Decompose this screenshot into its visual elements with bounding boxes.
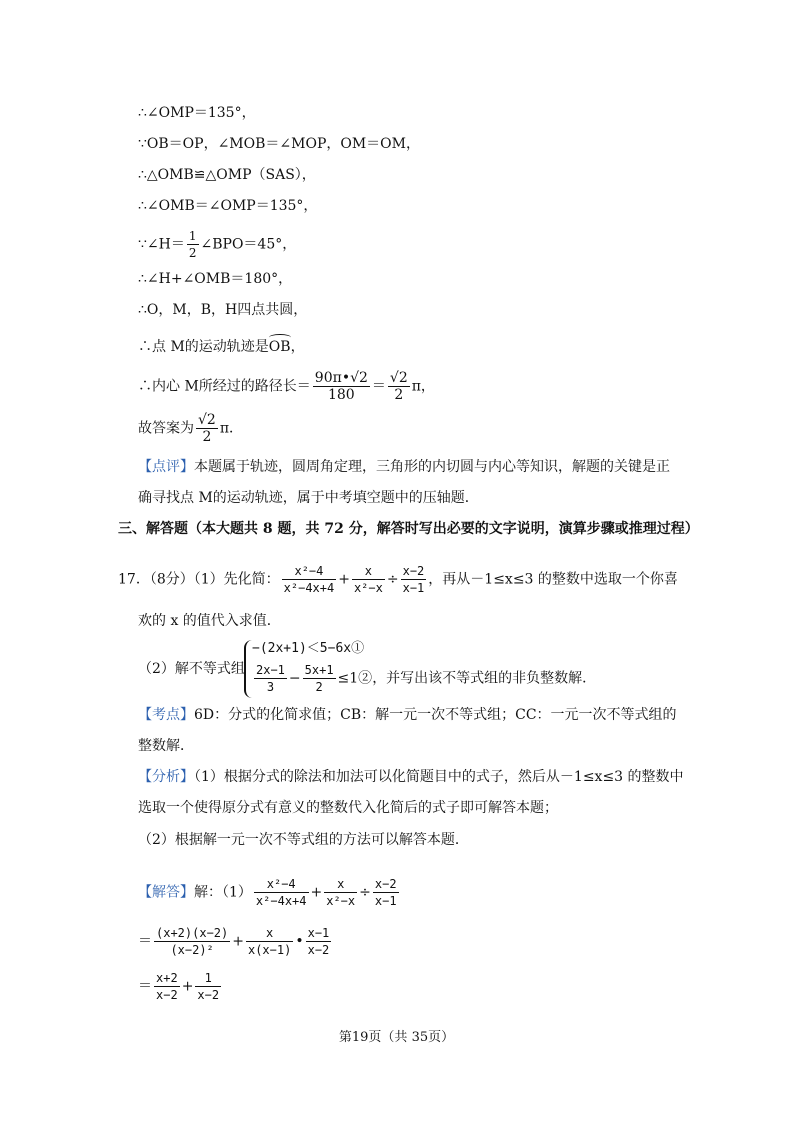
kaodian-text-1: 6D：分式的化简求值；CB：解一元一次不等式组；CC：一元一次不等式组的 [194, 707, 677, 723]
answer-prefix: 故答案为 [138, 420, 194, 437]
kaodian-line-2: 整数解． [138, 738, 194, 754]
step-line-7: ∴O，M，B，H四点共圆， [138, 302, 308, 318]
step1-dot: • [295, 933, 304, 950]
step-line-9-prefix: ∴内心 M所经过的路径长＝ [138, 378, 311, 395]
fenxi-line-2: 选取一个使得原分式有意义的整数代入化简后的式子即可解答本题； [138, 800, 558, 816]
comment-text-1: 本题属于轨迹，圆周角定理，三角形的内切圆与内心等知识，解题的关键是正 [194, 459, 670, 475]
step2-f2-denominator: x−2 [197, 988, 220, 1002]
q17-f1-denominator: x²−4x+4 [283, 581, 335, 595]
arc-ob: OB [268, 339, 291, 355]
comment-line-1 [138, 458, 670, 476]
step1-f2-numerator: x [246, 925, 293, 942]
jieda-f2-denominator: x²−x [326, 894, 356, 908]
q17-f2-denominator: x²−x [353, 581, 383, 595]
jieda-f3-denominator: x−1 [374, 894, 397, 908]
q17-op-2: ÷ [386, 571, 399, 588]
jieda-tag: 【解答】 [138, 884, 194, 901]
step-line-5-suffix: ∠BPO＝45°， [200, 236, 297, 253]
jieda-start: 解：（1） [194, 884, 252, 901]
q17-op-1: + [338, 571, 350, 588]
jieda-f1-denominator: x²−4x+4 [255, 894, 307, 908]
root2-denominator: 2 [394, 387, 404, 403]
step1-f3-denominator: x−2 [307, 943, 330, 957]
step1-f3-numerator: x−1 [307, 926, 330, 940]
jieda-op-2: ÷ [359, 884, 371, 901]
step-line-8 [138, 338, 305, 356]
inequality-1: −(2x+1)＜5−6x① [252, 641, 365, 656]
q17-f3-numerator: x−2 [402, 564, 425, 578]
q17-f3-denominator: x−1 [402, 581, 425, 595]
jieda-step-1 [138, 925, 333, 958]
ineq2-minus: − [288, 670, 301, 687]
path-denominator: 180 [327, 387, 355, 403]
step1-op: + [232, 933, 244, 950]
half-numerator: 1 [188, 229, 197, 243]
jieda-f1-numerator: x²−4 [254, 876, 309, 893]
q17-fraction-3 [401, 563, 427, 596]
q17-number: 17．（8分）（1）先化简： [118, 571, 280, 588]
step1-f1-denominator: (x−2)² [170, 943, 214, 957]
answer-numerator: √2 [198, 412, 216, 428]
step1-f2-denominator: x(x−1) [247, 943, 292, 957]
q17-part2-tail: ，并写出该不等式组的非负整数解． [372, 670, 597, 687]
step-line-8-suffix: ， [290, 339, 305, 355]
step1-f1-numerator: (x+2)(x−2) [156, 926, 229, 940]
fenxi-line-3: （2）根据解一元一次不等式组的方法可以解答本题． [138, 832, 469, 848]
step2-fraction-1 [154, 970, 180, 1003]
q17-fraction-2 [352, 563, 385, 596]
step-line-8-prefix: ∴点 M的运动轨迹是 [138, 339, 269, 355]
q17-f1-numerator: x²−4 [282, 563, 337, 580]
q17-tail: ，再从－1≤x≤3 的整数中选取一个你喜 [428, 571, 678, 588]
step-line-4: ∴∠OMB＝∠OMP＝135°， [138, 198, 318, 214]
step-line-9-suffix: π， [411, 378, 435, 395]
jieda-step-1-eq: ＝ [138, 933, 152, 950]
step1-fraction-2 [246, 925, 293, 958]
path-length-fraction [313, 370, 370, 403]
ineq2-fraction-1 [254, 662, 287, 695]
page-footer: 第19页（共 35页） [338, 1030, 455, 1045]
ineq2-tail: ≤1② [337, 670, 373, 687]
inequality-2 [252, 662, 596, 695]
step2-fraction-2 [195, 970, 221, 1003]
jieda-f2-numerator: x [324, 876, 357, 893]
comment-tag: 【点评】 [138, 459, 194, 475]
jieda-step-2 [138, 970, 223, 1003]
root2-numerator: √2 [389, 370, 408, 386]
step-line-1: ∴∠OMP＝135°， [138, 105, 256, 121]
half-denominator: 2 [188, 246, 197, 260]
fenxi-tag: 【分析】 [138, 769, 194, 785]
step2-f1-denominator: x−2 [156, 988, 178, 1002]
ineq2-f2-denominator: 2 [315, 680, 323, 694]
step-line-9-equals: ＝ [371, 378, 386, 395]
half-fraction [187, 228, 199, 261]
step-line-5-prefix: ∵∠H＝ [138, 236, 185, 253]
q17-part2-label: （2）解不等式组 [138, 661, 245, 677]
jieda-fraction-3 [373, 876, 399, 909]
kaodian-tag: 【考点】 [138, 707, 194, 723]
step2-op: + [181, 978, 194, 995]
inequality-brace [244, 640, 252, 698]
ineq2-f1-denominator: 3 [266, 680, 275, 694]
answer-fraction [196, 412, 218, 445]
q17-f2-numerator: x [352, 563, 385, 580]
jieda-op-1: + [310, 884, 323, 901]
step-line-2: ∵OB＝OP，∠MOB＝∠MOP，OM＝OM， [138, 136, 420, 152]
step2-f1-numerator: x+2 [156, 971, 178, 985]
ineq2-f2-numerator: 5x+1 [304, 663, 334, 677]
comment-line-2: 确寻找点 M的运动轨迹，属于中考填空题中的压轴题． [138, 490, 479, 506]
answer-line [138, 412, 243, 445]
kaodian-line-1 [138, 706, 677, 724]
step-line-3: ∴△OMB≌△OMP（SAS）， [138, 167, 316, 183]
step1-fraction-3 [306, 925, 332, 958]
jieda-step-2-eq: ＝ [138, 978, 152, 995]
jieda-fraction-1 [254, 876, 309, 909]
answer-denominator: 2 [202, 429, 212, 445]
fenxi-text-1: （1）根据分式的除法和加法可以化简题目中的式子，然后从－1≤x≤3 的整数中 [194, 769, 684, 785]
jieda-f3-numerator: x−2 [374, 877, 397, 891]
q17-line-1 [118, 563, 678, 596]
step-line-6: ∴∠H+∠OMB＝180°， [138, 271, 293, 287]
root2-fraction [388, 370, 410, 403]
step-line-5 [138, 228, 296, 261]
jieda-fraction-2 [324, 876, 357, 909]
q17-line-2: 欢的 x 的值代入求值． [138, 613, 281, 629]
step1-fraction-1 [154, 925, 230, 958]
step-line-9 [138, 370, 435, 403]
path-numerator: 90π•√2 [314, 370, 368, 386]
answer-suffix: π． [219, 420, 244, 437]
step2-f2-numerator: 1 [195, 970, 221, 987]
ineq2-f1-numerator: 2x−1 [256, 663, 285, 677]
jieda-line-1 [138, 876, 401, 909]
section-heading: 三、解答题（本大题共 8 题，共 72 分，解答时写出必要的文字说明，演算步骤或推理过程） [118, 521, 699, 537]
q17-fraction-1 [282, 563, 337, 596]
ineq2-fraction-2 [303, 662, 336, 695]
fenxi-line-1 [138, 768, 684, 786]
